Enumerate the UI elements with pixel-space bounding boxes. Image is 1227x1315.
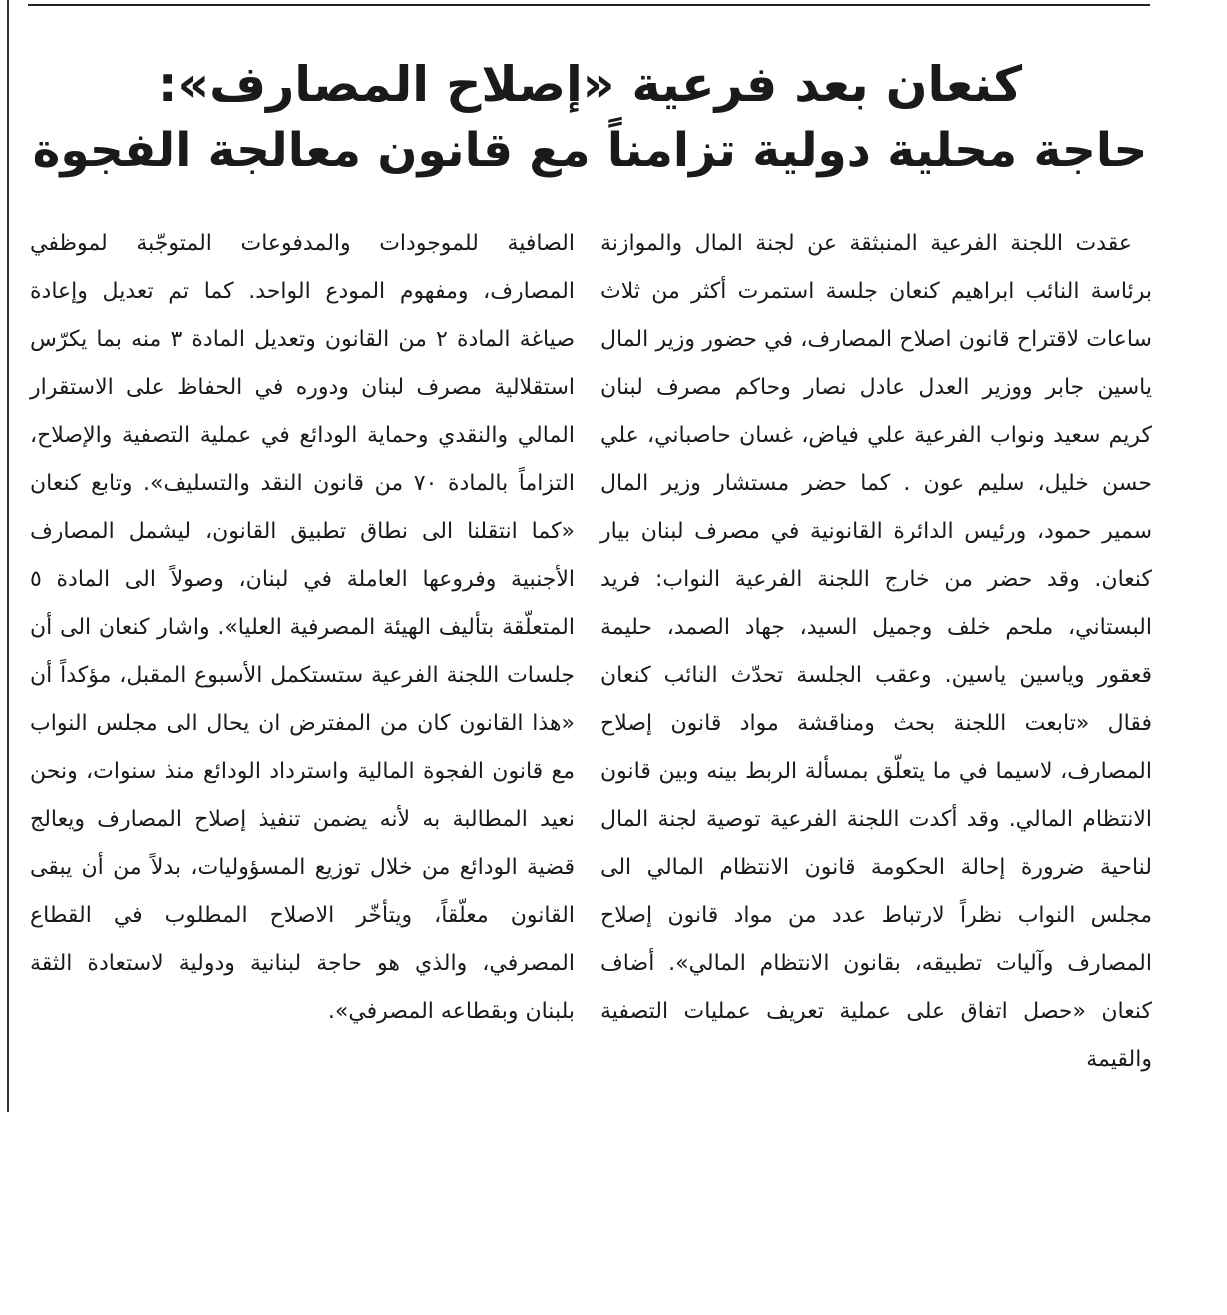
article-body-part-2: الصافية للموجودات والمدفوعات المتوجّبة لموظفي المصارف، ومفهوم المودع الواحد. كما تم تعديل وإعادة صياغة المادة ٢ من القانون وتعديل المادة ٣ منه بما يكرّس استقلالية مصرف لبنان ودوره في الحفاظ على الاستقرار المالي والنقدي وحماية الودائع في عملية التصفية والإصلاح، التزاماً بالمادة ٧٠ من قانون النقد والتسليف». وتابع كنعان «كما انتقلنا الى نطاق تطبيق القانون، ليشمل المصارف الأجنبية وفروعها العاملة في لبنان، وصولاً الى المادة ٥ المتعلّقة بتأليف الهيئة المصرفية العليا». واشار كنعان الى أن جلسات اللجنة الفرعية ستستكمل الأسبوع المقبل، مؤكداً أن «هذا القانون كان من المفترض ان يحال الى مجلس النواب مع قانون الفجوة المالية واسترداد الودائع منذ سنوات، ونحن نعيد المطالبة به لأنه يضمن تنفيذ إصلاح المصارف ويعالج قضية الودائع من خلال توزيع المسؤوليات، بدلاً من أن يبقى القانون معلّقاً، ويتأخّر الاصلاح المطلوب في القطاع المصرفي، والذي هو حاجة لبنانية ودولية لاستعادة الثقة بلبنان وبقطاعه المصرفي». [30,231,575,1024]
article-headline [30,52,1150,184]
article-column-left [30,220,575,1036]
headline-line-1: كنعان بعد فرعية «إصلاح المصارف»: [157,56,1023,113]
headline-line-2: حاجة محلية دولية تزامناً مع قانون معالجة الفجوة [32,123,1148,178]
article-body-part-1: عقدت اللجنة الفرعية المنبثقة عن لجنة المال والموازنة برئاسة النائب ابراهيم كنعان جلسة استمرت أكثر من ثلاث ساعات لاقتراح قانون اصلاح المصارف، في حضور وزير المال ياسين جابر ووزير العدل عادل نصار وحاكم مصرف لبنان كريم سعيد ونواب الفرعية علي فياض، غسان حاصباني، علي حسن خليل، سليم عون . كما حضر مستشار وزير المال سمير حمود، ورئيس الدائرة القانونية في مصرف لبنان بيار كنعان. وقد حضر من خارج اللجنة الفرعية النواب: فريد البستاني، ملحم خلف وجميل السيد، جهاد الصمد، حليمة قعقور وياسين ياسين. وعقب الجلسة تحدّث النائب كنعان فقال «تابعت اللجنة بحث ومناقشة مواد قانون إصلاح المصارف، لاسيما في ما يتعلّق بمسألة الربط بينه وبين قانون الانتظام المالي. وقد أكدت اللجنة الفرعية توصية لجنة المال لناحية ضرورة إحالة الحكومة قانون الانتظام المالي الى مجلس النواب نظراً لارتباط عدد من مواد قانون إصلاح المصارف وآليات تطبيقه، بقانون الانتظام المالي». أضاف كنعان «حصل اتفاق على عملية تعريف عمليات التصفية والقيمة [600,231,1152,1072]
top-rule [28,4,1150,6]
column-rule [7,0,9,1112]
article-column-right [600,220,1152,1084]
